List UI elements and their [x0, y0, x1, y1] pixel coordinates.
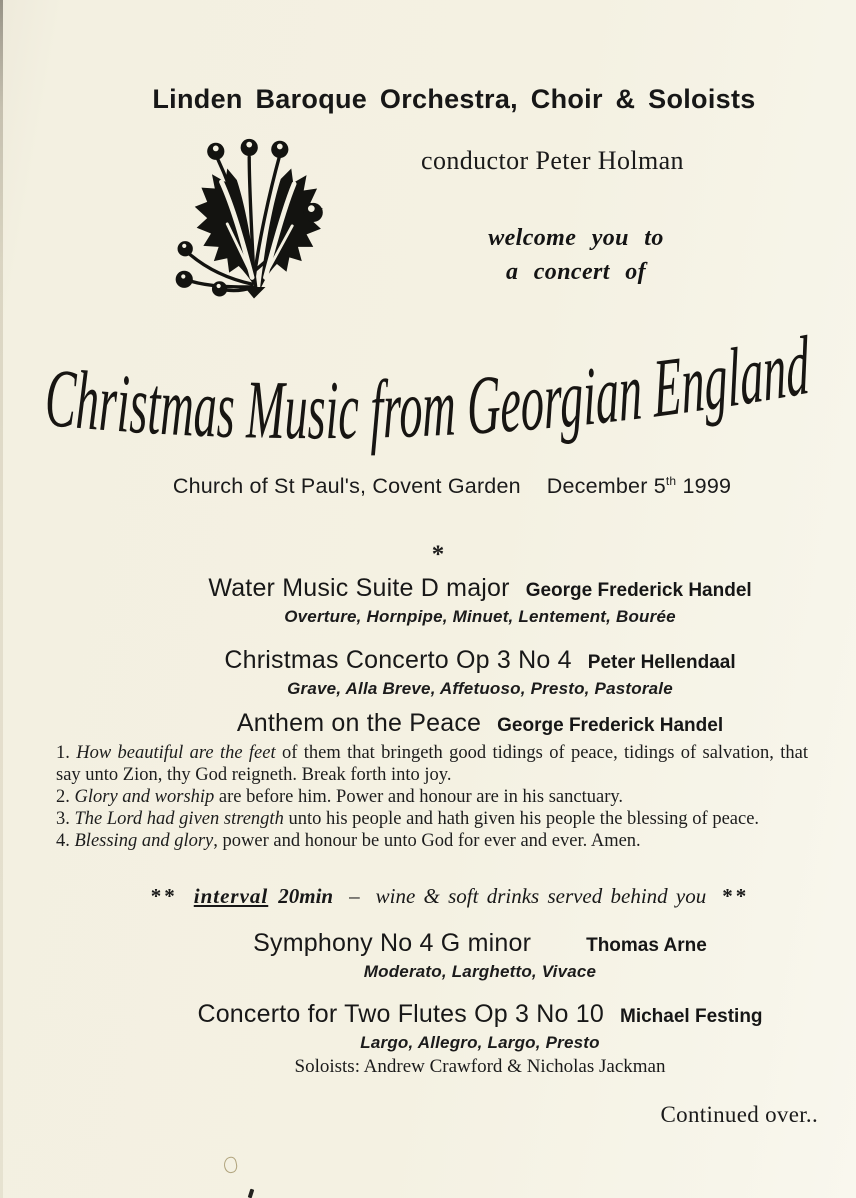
work-water-music: [0, 574, 856, 627]
work-composer: Michael Festing: [620, 1006, 763, 1027]
work-anthem-on-the-peace: [0, 709, 856, 738]
work-movements: Overture, Hornpipe, Minuet, Lentement, Bourée: [284, 607, 676, 626]
work-heading: [104, 929, 856, 958]
holly-sprig-icon: [156, 136, 352, 308]
anthem-movement-4: [56, 830, 808, 852]
conductor-line: conductor Peter Holman: [421, 146, 684, 175]
movement-number: 2.: [56, 787, 70, 807]
work-title: Symphony No 4 G minor: [253, 929, 532, 957]
movement-incipit: The Lord had given strength: [74, 809, 284, 829]
work-movements: Grave, Alla Breve, Affetuoso, Presto, Pastorale: [287, 679, 673, 698]
movement-incipit: Glory and worship: [74, 787, 215, 807]
work-composer: George Frederick Handel: [525, 580, 752, 601]
movement-text: unto his people and hath given his people the blessing of peace.: [283, 809, 760, 829]
work-christmas-concerto: [0, 646, 856, 699]
anthem-movement-texts: [56, 742, 808, 852]
welcome-line-2: a concert of: [505, 259, 647, 285]
interval-duration: 20min: [278, 884, 334, 908]
svg-text:Christmas Music from Georgian: [44, 330, 812, 456]
holly-leaves: [195, 168, 323, 298]
event-date-year: 1999: [682, 474, 732, 499]
work-heading: [104, 709, 856, 738]
interval-line: [0, 884, 856, 909]
anthem-movement-3: [56, 808, 808, 830]
movement-incipit: Blessing and glory: [74, 831, 214, 851]
welcome-text: [430, 221, 722, 289]
separator-star: *: [431, 541, 445, 568]
movement-number: 4.: [56, 831, 70, 851]
interval-label: interval: [193, 884, 269, 908]
work-title: Christmas Concerto Op 3 No 4: [224, 646, 572, 674]
page-title: Linden Baroque Orchestra, Choir & Soloists: [152, 84, 756, 114]
work-flute-concerto: [0, 1000, 856, 1078]
interval-dash: –: [349, 884, 360, 908]
ink-tick-artifact: [248, 1189, 255, 1198]
work-movements: Moderato, Larghetto, Vivace: [363, 962, 597, 981]
work-composer: George Frederick Handel: [497, 715, 724, 736]
movement-text: are before him. Power and honour are in his sanctuary.: [214, 787, 624, 807]
main-title-text: Christmas Music from Georgian England: [43, 330, 812, 456]
work-symphony: [0, 929, 856, 982]
movement-incipit: How beautiful are the feet: [76, 743, 276, 763]
work-title: Water Music Suite D major: [208, 574, 510, 602]
continued-over-note: Continued over..: [660, 1102, 818, 1127]
welcome-line-1: welcome you to: [488, 225, 664, 251]
movement-number: 3.: [56, 809, 70, 829]
work-title: Concerto for Two Flutes Op 3 No 10: [197, 1000, 604, 1028]
work-heading: [104, 646, 856, 675]
event-date-day: December 5: [546, 474, 666, 499]
work-movements: Largo, Allegro, Largo, Presto: [360, 1033, 600, 1052]
main-title: [36, 330, 820, 456]
work-title: Anthem on the Peace: [236, 709, 482, 737]
movement-text: of them that bringeth good tidings of peace, tidings of salvation, that say unto Zion, thy God reigneth. Break forth into joy.: [56, 743, 809, 785]
event-date: [547, 474, 731, 498]
anthem-movement-1: [56, 742, 808, 786]
work-soloists: Soloists: Andrew Crawford & Nicholas Jackman: [294, 1056, 666, 1077]
movement-text: , power and honour be unto God for ever and ever. Amen.: [213, 831, 641, 851]
event-date-ordinal: th: [665, 474, 677, 488]
work-heading: [104, 1000, 856, 1029]
venue-date-line: [0, 474, 856, 499]
interval-stars-left: **: [150, 884, 178, 908]
movement-number: 1.: [56, 743, 70, 763]
anthem-movement-2: [56, 786, 808, 808]
interval-note: wine & soft drinks served behind you: [375, 884, 707, 908]
interval-stars-right: **: [722, 884, 750, 908]
pen-mark-artifact: [222, 1156, 238, 1174]
work-composer: Peter Hellendaal: [587, 652, 736, 673]
work-heading: [104, 574, 856, 603]
work-composer: Thomas Arne: [586, 935, 707, 956]
venue-text: Church of St Paul's, Covent Garden: [172, 474, 521, 499]
